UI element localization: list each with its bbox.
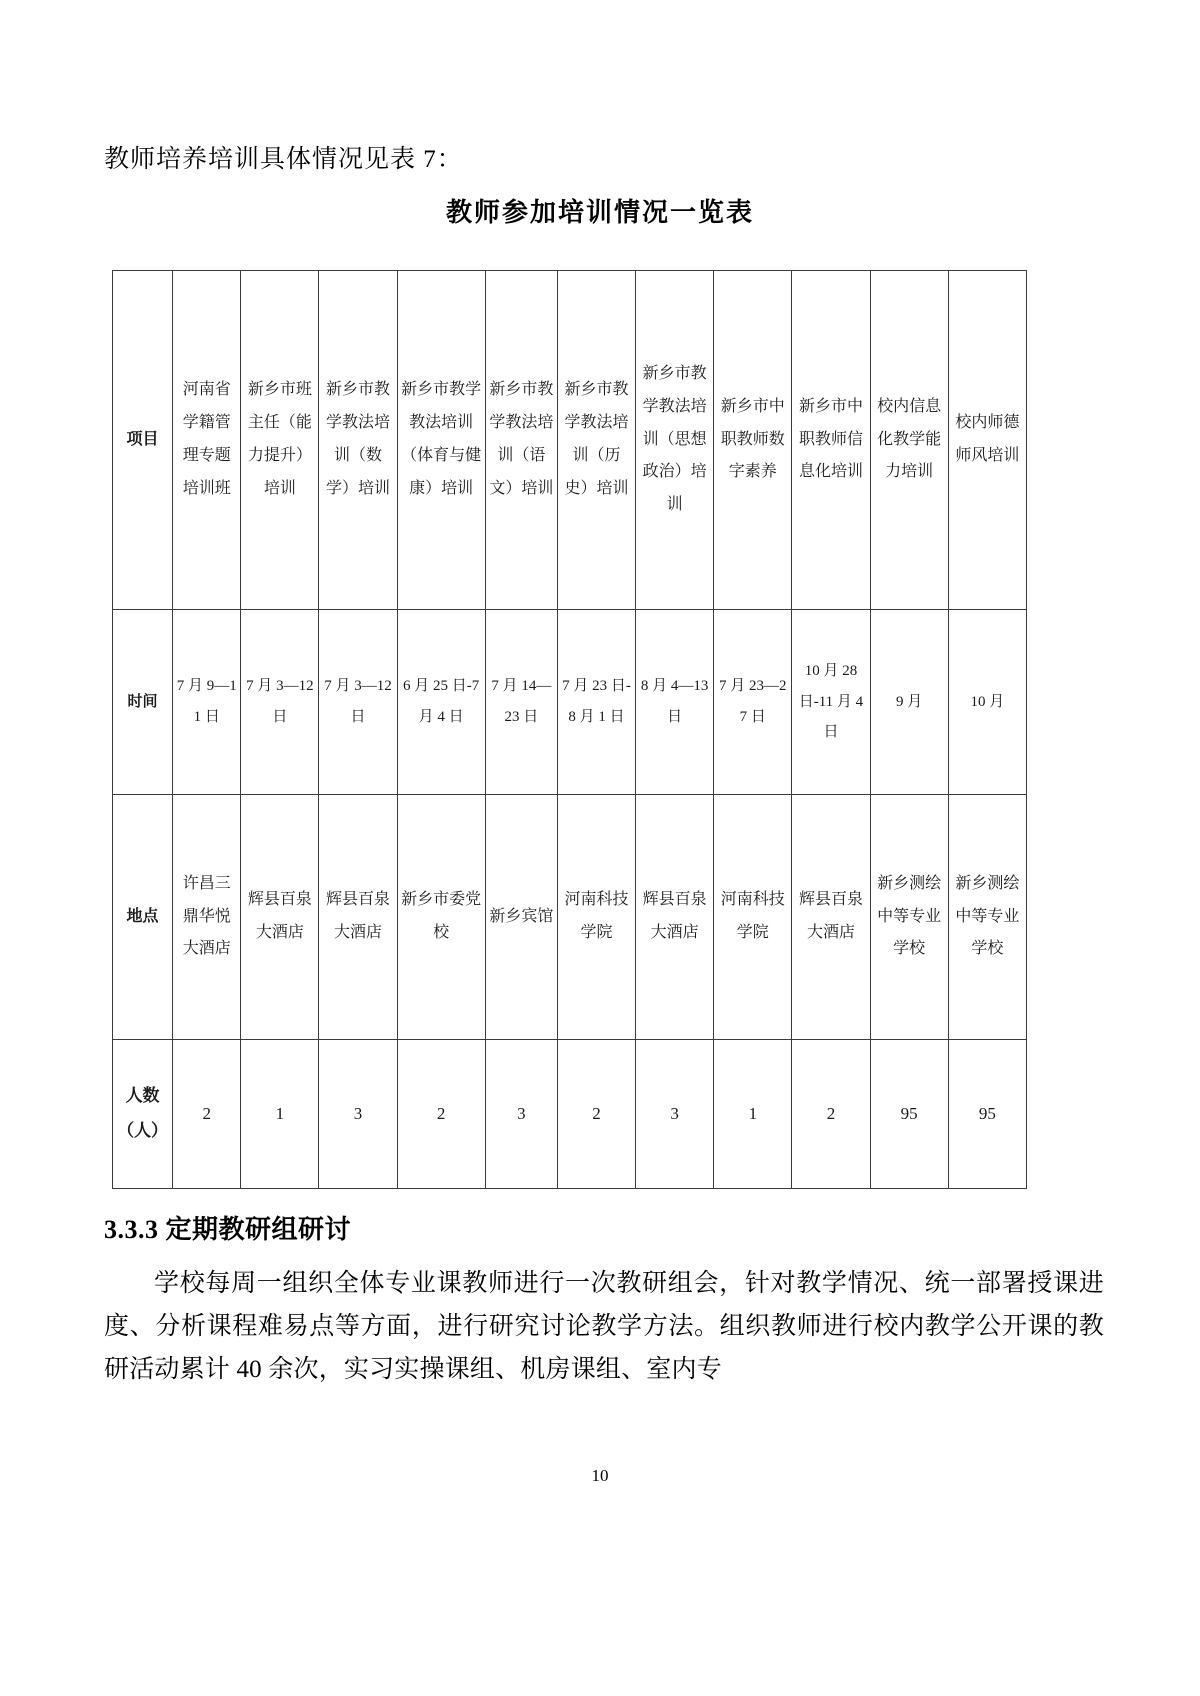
row-label-count: 人数（人） xyxy=(113,1040,173,1189)
place-cell-9: 辉县百泉大酒店 xyxy=(792,795,870,1040)
project-cell-8: 新乡市中职教师数字素养 xyxy=(714,271,792,610)
place-cell-8: 河南科技学院 xyxy=(714,795,792,1040)
table-row-count xyxy=(113,1040,1027,1189)
row-label-project: 项目 xyxy=(113,271,173,610)
project-cell-6: 新乡市教学教法培训（历史）培训 xyxy=(557,271,635,610)
time-cell-6: 7 月 23 日-8 月 1 日 xyxy=(557,610,635,795)
time-cell-8: 7 月 23—27 日 xyxy=(714,610,792,795)
place-cell-7: 辉县百泉大酒店 xyxy=(636,795,714,1040)
place-cell-3: 辉县百泉大酒店 xyxy=(319,795,397,1040)
place-cell-2: 辉县百泉大酒店 xyxy=(241,795,319,1040)
place-cell-1: 许昌三鼎华悦大酒店 xyxy=(173,795,241,1040)
project-cell-10: 校内信息化教学能力培训 xyxy=(870,271,948,610)
project-cell-9: 新乡市中职教师信息化培训 xyxy=(792,271,870,610)
place-cell-11: 新乡测绘中等专业学校 xyxy=(948,795,1026,1040)
time-cell-9: 10 月 28 日-11 月 4 日 xyxy=(792,610,870,795)
place-cell-10: 新乡测绘中等专业学校 xyxy=(870,795,948,1040)
project-cell-1: 河南省学籍管理专题培训班 xyxy=(173,271,241,610)
row-label-place: 地点 xyxy=(113,795,173,1040)
place-cell-6: 河南科技学院 xyxy=(557,795,635,1040)
body-paragraph: 学校每周一组织全体专业课教师进行一次教研组会，针对教学情况、统一部署授课进度、分析课程难易点等方面，进行研究讨论教学方法。组织教师进行校内教学公开课的教研活动累计 40 余次，实习实操课组、机房课组、室内专 xyxy=(104,1270,1104,1383)
intro-line: 教师培养培训具体情况见表 7： xyxy=(104,146,463,173)
table-row-time xyxy=(113,610,1027,795)
time-cell-7: 8 月 4—13 日 xyxy=(636,610,714,795)
time-cell-11: 10 月 xyxy=(948,610,1026,795)
time-cell-2: 7 月 3—12 日 xyxy=(241,610,319,795)
row-label-time: 时间 xyxy=(113,610,173,795)
time-cell-3: 7 月 3—12 日 xyxy=(319,610,397,795)
table-title: 教师参加培训情况一览表 xyxy=(445,198,754,227)
time-cell-5: 7 月 14—23 日 xyxy=(485,610,557,795)
project-cell-11: 校内师德师风培训 xyxy=(948,271,1026,610)
count-cell-6: 2 xyxy=(557,1040,635,1189)
table-row-project xyxy=(113,271,1027,610)
count-cell-10: 95 xyxy=(870,1040,948,1189)
time-cell-1: 7 月 9—11 日 xyxy=(173,610,241,795)
project-cell-3: 新乡市教学教法培训（数学）培训 xyxy=(319,271,397,610)
count-cell-3: 3 xyxy=(319,1040,397,1189)
count-cell-11: 95 xyxy=(948,1040,1026,1189)
place-cell-5: 新乡宾馆 xyxy=(485,795,557,1040)
time-cell-10: 9 月 xyxy=(870,610,948,795)
section-heading: 3.3.3 定期教研组研讨 xyxy=(104,1215,352,1244)
count-cell-5: 3 xyxy=(485,1040,557,1189)
count-cell-7: 3 xyxy=(636,1040,714,1189)
project-cell-4: 新乡市教学教法培训（体育与健康）培训 xyxy=(397,271,485,610)
place-cell-4: 新乡市委党校 xyxy=(397,795,485,1040)
count-cell-2: 1 xyxy=(241,1040,319,1189)
count-cell-9: 2 xyxy=(792,1040,870,1189)
project-cell-7: 新乡市教学教法培训（思想政治）培训 xyxy=(636,271,714,610)
time-cell-4: 6 月 25 日-7 月 4 日 xyxy=(397,610,485,795)
project-cell-5: 新乡市教学教法培训（语文）培训 xyxy=(485,271,557,610)
training-table xyxy=(112,270,1027,1189)
count-cell-1: 2 xyxy=(173,1040,241,1189)
page-number: 10 xyxy=(591,1466,609,1485)
count-cell-8: 1 xyxy=(714,1040,792,1189)
count-cell-4: 2 xyxy=(397,1040,485,1189)
table-row-place xyxy=(113,795,1027,1040)
project-cell-2: 新乡市班主任（能力提升）培训 xyxy=(241,271,319,610)
